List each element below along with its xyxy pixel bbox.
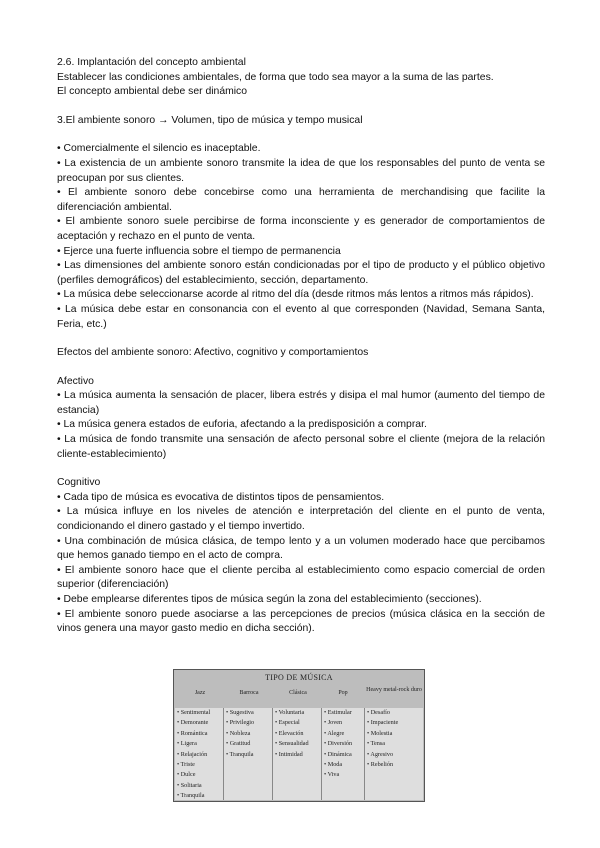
table-cell: • Estimular xyxy=(324,709,352,716)
section-26-heading: 2.6. Implantación del concepto ambiental xyxy=(57,57,246,68)
table-cell: • Tranquila xyxy=(177,792,205,800)
bullet: • La música aumenta la sensación de placer, libera estrés y disipa el mal humor (aumento del tiempo de estancia) xyxy=(57,390,545,416)
header-heavy-metal: Heavy metal-rock duro xyxy=(366,687,422,693)
cognitivo-bullets xyxy=(57,491,545,637)
table-cell: • Sentimental xyxy=(177,709,211,716)
table-cell: • Tranquila xyxy=(226,750,254,758)
afectivo-bullets xyxy=(57,389,545,462)
column-heavy-metal xyxy=(365,708,423,800)
table-cell: • Gratitud xyxy=(226,740,251,748)
table-cell: • Ligera xyxy=(177,740,197,748)
document-page xyxy=(57,56,545,637)
header-barroca: Barroca xyxy=(239,690,259,696)
bullet: • Debe emplearse diferentes tipos de música según la zona del establecimiento (secciones). xyxy=(57,594,482,605)
column-jazz xyxy=(175,708,224,800)
afectivo-heading: Afectivo xyxy=(57,375,94,387)
table-cell: • Dinámica xyxy=(324,750,352,758)
bullet: • Comercialmente el silencio es inaceptable. xyxy=(57,143,261,155)
bullet: • Cada tipo de música es evocativa de distintos tipos de pensamientos. xyxy=(57,491,385,503)
table-cell: • Rebelión xyxy=(367,761,394,769)
bullet: • El ambiente sonoro hace que el cliente perciba al establecimiento como espacio comercial de orden superior (diferenciación) xyxy=(57,564,545,591)
bullet: • Las dimensiones del ambiente sonoro están condicionadas por el tipo de producto y el público objetivo (perfiles demográficos) del establecimiento, sección, departamento. xyxy=(57,260,545,286)
section-26-line-2: El concepto ambiental debe ser dinámico xyxy=(57,86,248,98)
table-cell: • Voluntaria xyxy=(275,709,305,716)
table-cell: • Moda xyxy=(324,761,343,769)
table-cell: • Romántica xyxy=(177,729,208,737)
bullet: • La música de fondo transmite una sensación de afecto personal sobre el cliente (mejora de la relación cliente-establecimiento) xyxy=(57,434,545,460)
column-pop xyxy=(322,708,365,800)
table-cell: • Solitaria xyxy=(177,781,202,789)
table-title: TIPO DE MÚSICA xyxy=(265,673,333,682)
bullet: • Una combinación de música clásica, de tempo lento y a un volumen moderado hace que percibamos que hemos ganado tiempo en el acto de compra. xyxy=(57,535,545,562)
header-clasica: Clásica xyxy=(289,690,307,696)
table-cell: • Demorante xyxy=(177,719,209,727)
table-cell: • Sensualidad xyxy=(275,740,309,748)
table-cell: • Dulce xyxy=(177,771,196,779)
table-cell: • Impaciente xyxy=(367,719,399,727)
bullet: • La música debe seleccionarse acorde al ritmo del día (desde ritmos más lentos a ritmos más rápidos). xyxy=(57,289,534,301)
column-barroca xyxy=(224,708,273,800)
music-type-table xyxy=(173,669,425,802)
bullet: • La música debe estar en consonancia con el evento al que corresponden (Navidad, Semana Santa, Feria, etc.) xyxy=(57,303,545,330)
table-cell: • Intimidad xyxy=(275,750,303,758)
cognitivo-heading: Cognitivo xyxy=(57,477,101,489)
table-cell: • Triste xyxy=(177,761,195,769)
efectos-heading: Efectos del ambiente sonoro: Afectivo, cognitivo y comportamientos xyxy=(57,347,369,359)
bullet: • El ambiente sonoro suele percibirse de forma inconsciente y es generador de comportamientos de aceptación y rechazo en el punto de venta. xyxy=(57,216,545,242)
table-cell: • Alegre xyxy=(324,729,345,737)
table-cell: • Molestia xyxy=(367,729,393,737)
table-cell: • Especial xyxy=(275,719,300,727)
table-body xyxy=(175,708,423,800)
bullet: • La existencia de un ambiente sonoro transmite la idea de que los responsables del punto de venta se preocupan por sus clientes. xyxy=(57,157,545,184)
table-cell: • Viva xyxy=(324,771,340,779)
header-pop: Pop xyxy=(338,690,348,696)
column-clasica xyxy=(273,708,322,800)
bullet: • El ambiente sonoro debe concebirse como una herramienta de merchandising que facilite la diferenciación ambiental. xyxy=(57,187,545,213)
table-cell: • Sugestiva xyxy=(226,709,254,716)
table-cell: • Relajación xyxy=(177,750,208,758)
table-cell: • Privilegio xyxy=(226,719,255,727)
bullet: • La música influye en los niveles de atención e interpretación del cliente en el punto de venta, condicionando el dinero gastado y el tiempo invertido. xyxy=(57,506,545,533)
table-cell: • Joven xyxy=(324,719,343,727)
section-26-line-1: Establecer las condiciones ambientales, de forma que todo sea mayor a la suma de las partes. xyxy=(57,71,494,83)
table-cell: • Tensa xyxy=(367,740,385,748)
table-cell: • Desafío xyxy=(367,709,390,716)
table-cell: • Elevación xyxy=(275,729,304,737)
table-cell: • Nobleza xyxy=(226,729,251,737)
table-cell: • Agresivo xyxy=(367,750,394,758)
section-3-bullets xyxy=(57,142,545,332)
bullet: • El ambiente sonoro puede asociarse a las percepciones de precios (música clásica en la sección de vinos genera una mayor gasto medio en dicha sección). xyxy=(57,608,545,635)
bullet: • La música genera estados de euforia, afectando a la predisposición a comprar. xyxy=(57,419,427,431)
table-cell: • Diversión xyxy=(324,740,353,748)
bullet: • Ejerce una fuerte influencia sobre el tiempo de permanencia xyxy=(57,245,341,257)
section-3-heading: 3.El ambiente sonoro → Volumen, tipo de música y tempo musical xyxy=(57,114,363,126)
table-header-row xyxy=(174,687,424,701)
header-jazz: Jazz xyxy=(194,690,206,696)
